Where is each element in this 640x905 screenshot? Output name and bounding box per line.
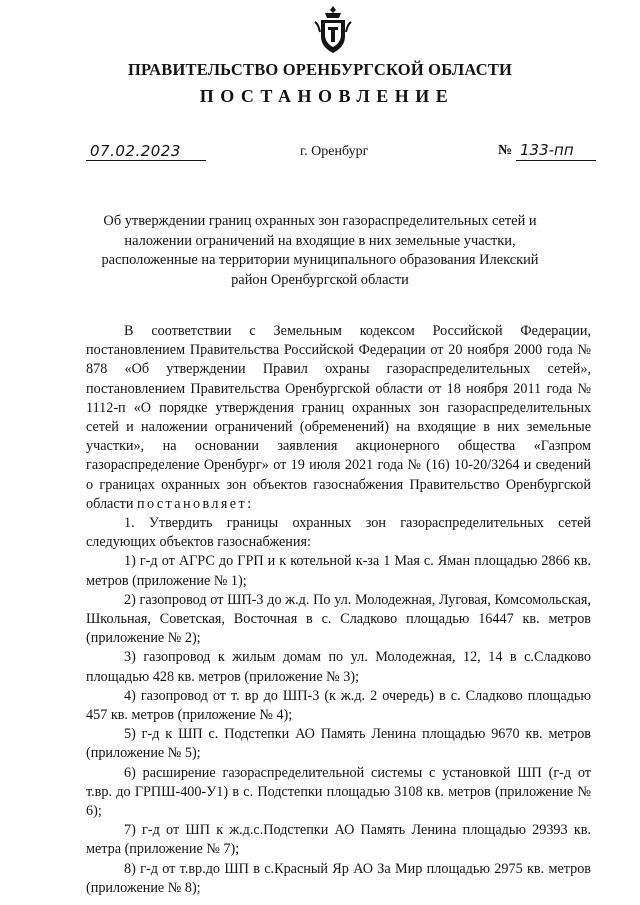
number-underline: [516, 160, 596, 161]
number-sign: №: [498, 143, 513, 158]
list-item: 1) г-д от АГРС до ГРП и к котельной к-за 1 Мая с. Яман площадью 2866 кв. метров (приложение № 1);: [86, 553, 591, 589]
government-name: ПРАВИТЕЛЬСТВО ОРЕНБУРГСКОЙ ОБЛАСТИ: [127, 60, 513, 79]
resolves-word: постановляет:: [136, 495, 254, 512]
list-item: 3) газопровод к жилым домам по ул. Молодежная, 12, 14 в с.Сладково площадью 428 кв. метров (приложение № 3);: [86, 649, 591, 685]
date-underline: [86, 160, 206, 161]
decree-number: [498, 142, 598, 164]
list-item: 5) г-д к ШП с. Подстепки АО Память Ленина площадью 9670 кв. метров (приложение № 5);: [86, 726, 591, 762]
list-item: 4) газопровод от т. вр до ШП-3 (к ж.д. 2 очередь) в с. Сладково площадью 457 кв. метров (приложение № 4);: [86, 687, 591, 724]
list-item: 6) расширение газораспределительной системы с установкой ШП (г-д от т.вр. до ГРПШ-400-У1) в с. Подстепки площадью 3108 кв. метров (приложение № 6);: [86, 764, 591, 820]
coat-of-arms-emblem: [313, 4, 353, 56]
document-type: ПОСТАНОВЛЕНИЕ: [199, 86, 455, 106]
list-item: 8) г-д от т.вр.до ШП в с.Красный Яр АО За Мир площадью 2975 кв. метров (приложение № 8);: [86, 860, 591, 896]
list-item: 7) г-д от ШП к ж.д.с.Подстепки АО Память Ленина площадью 29393 кв. метра (приложение № 7);: [86, 822, 591, 858]
document-title: Об утверждении границ охранных зон газораспределительных сетей и наложении ограничений на входящие в них земельные участки, расположенные на территории муниципального образования Илекский район Оренбургской области: [101, 213, 539, 288]
city-name: г. Оренбург: [300, 144, 369, 159]
preamble-text: В соответствии с Земельным кодексом Российской Федерации, постановлением Правительства Российской Федерации от 20 ноября 2000 года № 878 «Об утверждении Правил охраны газораспределительных сетей», постановлением Правительства Оренбургской области от 18 ноября 2011 года № 1112-п «О порядке утверждения границ охранных зон газораспределительных сетей и наложении ограничений (обременений) на входящие в них земельные участки», на основании заявления акционерного общества «Газпром газораспределение Оренбург» от 19 июля 2021 года № (16) 10-20/3264 и сведений о границах охранных зон объектов газоснабжения Правительство Оренбургской области: [86, 323, 591, 512]
preamble-paragraph: [86, 322, 591, 514]
date-value: 07.02.2023: [90, 142, 181, 160]
number-value: 133-пп: [520, 141, 574, 159]
point-1: 1. Утвердить границы охранных зон газораспределительных сетей следующих объектов газоснабжения:: [86, 515, 591, 551]
document-body: [86, 322, 591, 898]
decree-date: [86, 142, 206, 164]
list-item: 2) газопровод от ШП-3 до ж.д. По ул. Молодежная, Луговая, Комсомольская, Школьная, Советская, Восточная в с. Сладково площадью 16447 кв. метров (приложение № 2);: [86, 591, 591, 647]
